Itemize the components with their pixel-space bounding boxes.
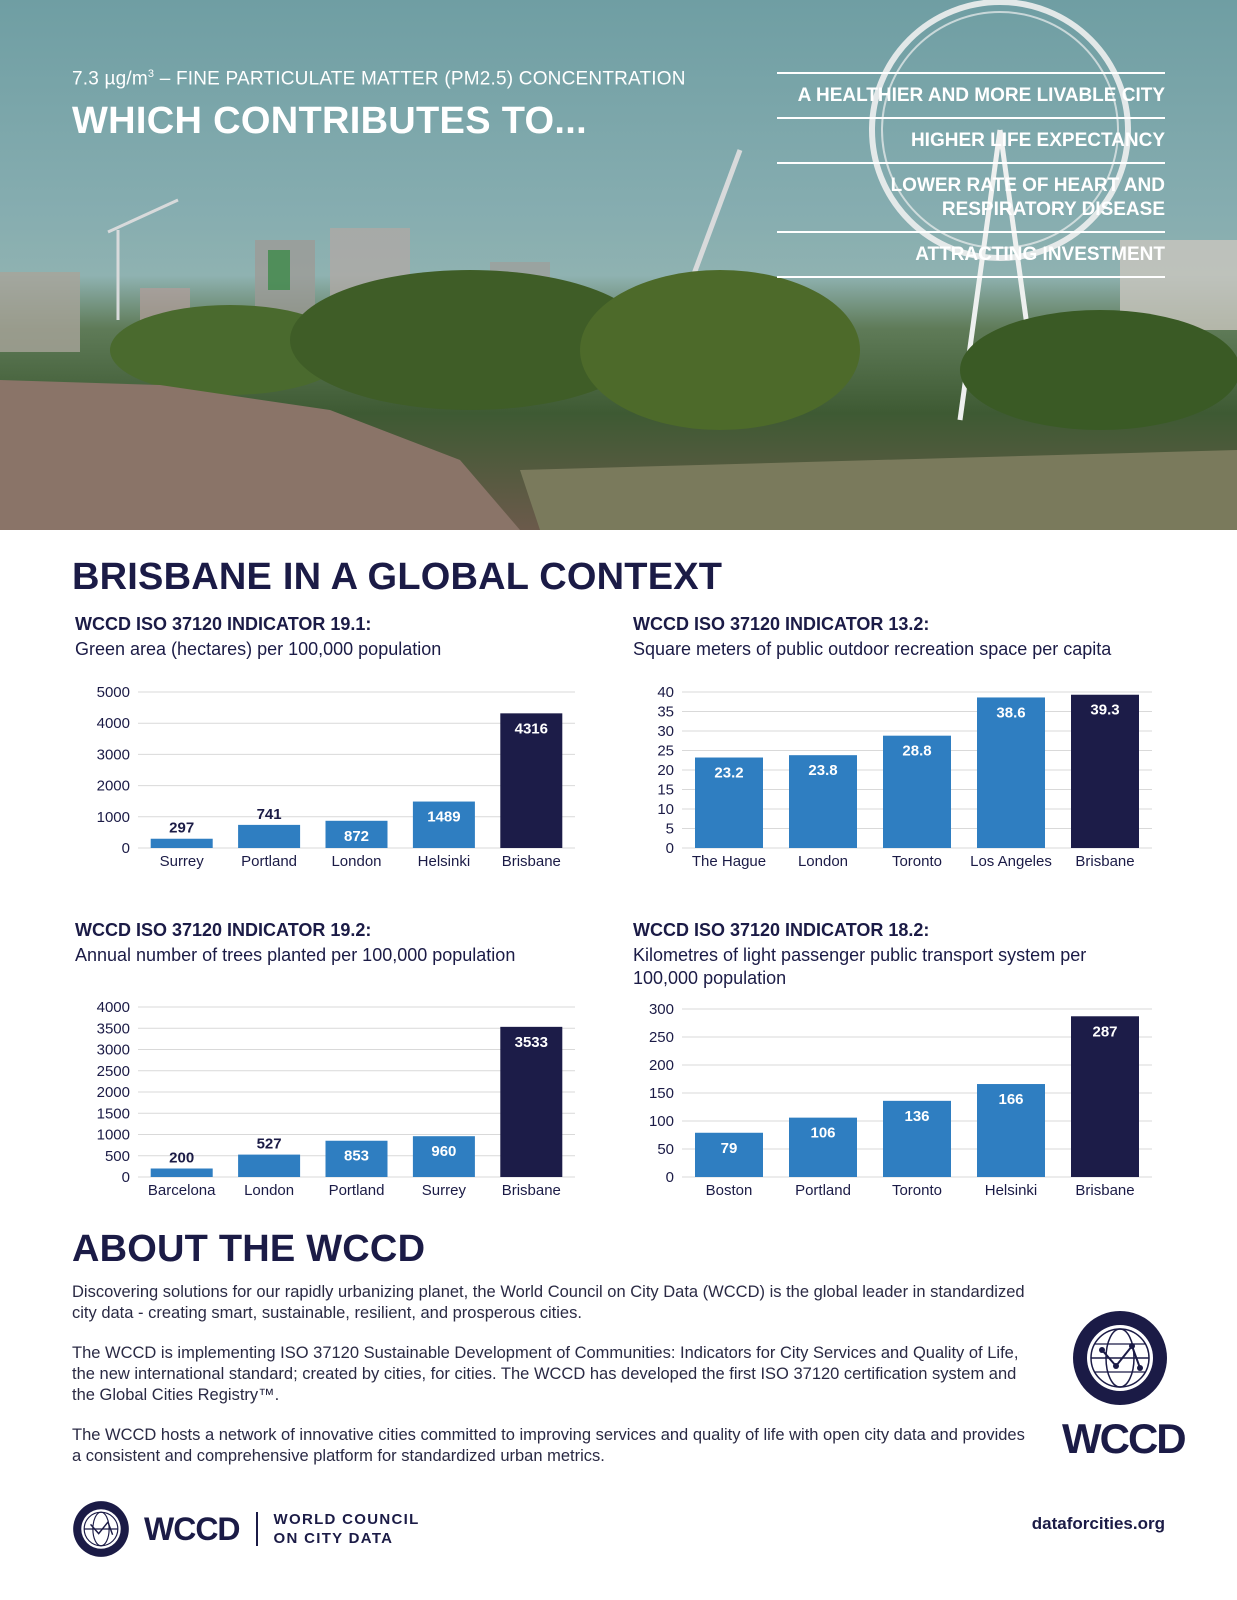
data-label: 853 — [343, 1147, 370, 1165]
y-tick-label: 4000 — [96, 715, 130, 733]
data-label: 23.8 — [808, 762, 838, 780]
benefit-item: ATTRACTING INVESTMENT — [777, 231, 1165, 278]
y-tick-label: 1000 — [96, 1126, 130, 1144]
y-tick-label: 20 — [657, 762, 674, 779]
x-category-label: Portland — [328, 1182, 385, 1199]
x-category-label: The Hague — [691, 853, 767, 870]
y-tick-label: 3500 — [96, 1020, 130, 1038]
indicator-13-2-header — [633, 614, 1111, 661]
y-tick-label: 10 — [657, 801, 674, 818]
x-category-label: Portland — [795, 1182, 851, 1199]
y-tick-label: 0 — [121, 1169, 130, 1186]
footer-wordmark: WCCD — [144, 1510, 240, 1547]
y-tick-label: 100 — [648, 1113, 674, 1130]
y-tick-label: 30 — [657, 723, 674, 740]
footer-name-line: ON CITY DATA — [273, 1530, 394, 1547]
x-category-label: Helsinki — [417, 853, 471, 870]
data-label: 960 — [431, 1143, 457, 1161]
bar-london — [238, 1155, 300, 1177]
y-tick-label: 1000 — [96, 808, 130, 826]
y-tick-label: 250 — [648, 1029, 674, 1046]
benefit-item: HIGHER LIFE EXPECTANCY — [777, 117, 1165, 162]
y-tick-label: 3000 — [96, 1041, 130, 1059]
y-tick-label: 150 — [648, 1085, 674, 1102]
about-paragraph: The WCCD is implementing ISO 37120 Sustainable Development of Communities: Indicators for City Services and Quality of Life, the new international standard; created by cities, for cities. The WCCD has developed the first ISO 37120 certification system and the Global Cities Registry™. — [72, 1344, 1019, 1404]
data-label: 872 — [343, 827, 370, 845]
light-transport-bar-chart — [640, 1001, 1170, 1201]
y-tick-label: 4000 — [96, 999, 130, 1016]
y-tick-label: 2000 — [96, 777, 130, 795]
footer-divider — [256, 1512, 258, 1546]
y-tick-label: 1500 — [96, 1105, 130, 1123]
green-area-bar-chart — [80, 684, 590, 890]
about-text — [72, 1282, 1032, 1486]
y-tick-label: 25 — [657, 742, 674, 760]
y-tick-label: 15 — [657, 781, 674, 799]
data-label: 527 — [256, 1135, 282, 1153]
indicator-description: Green area (hectares) per 100,000 population — [75, 639, 442, 659]
bar-surrey — [151, 839, 213, 848]
data-label: 136 — [904, 1107, 930, 1125]
data-label: 287 — [1092, 1023, 1118, 1041]
about-paragraph: Discovering solutions for our rapidly urbanizing planet, the World Council on City Data (WCCD) is the global leader in standardized city data - creating smart, sustainable, resilient, and prosperous cities. — [72, 1283, 1025, 1322]
about-paragraph: The WCCD hosts a network of innovative cities committed to improving services and quality of life with open city data and provides a consistent and comprehensive platform for standardized urban metrics. — [72, 1426, 1025, 1465]
bar-barcelona — [151, 1169, 213, 1178]
benefit-item: LOWER RATE OF HEART AND RESPIRATORY DISEASE — [777, 162, 1165, 231]
bar-portland — [238, 825, 300, 848]
data-label: 3533 — [514, 1033, 548, 1051]
x-category-label: Brisbane — [1075, 853, 1135, 870]
footer-name-line: WORLD COUNCIL — [273, 1511, 420, 1528]
data-label: 28.8 — [902, 742, 932, 760]
data-label: 4316 — [514, 720, 548, 738]
y-tick-label: 5000 — [96, 684, 130, 701]
wccd-logo — [1062, 1308, 1185, 1463]
x-category-label: Brisbane — [1075, 1182, 1135, 1199]
data-label: 79 — [720, 1139, 738, 1157]
x-category-label: Barcelona — [147, 1182, 216, 1199]
indicator-title: WCCD ISO 37120 INDICATOR 18.2: — [633, 920, 930, 940]
indicator-18-2-header — [633, 920, 1113, 990]
y-tick-label: 200 — [648, 1057, 674, 1074]
y-tick-label: 5 — [665, 820, 674, 838]
hero-title: WHICH CONTRIBUTES TO... — [72, 100, 587, 142]
data-label: 741 — [256, 805, 282, 823]
x-category-label: Brisbane — [501, 853, 561, 870]
hero-banner — [0, 0, 1237, 530]
data-label: 297 — [169, 819, 195, 837]
data-label: 1489 — [427, 808, 461, 826]
indicator-description: Square meters of public outdoor recreation space per capita — [633, 639, 1112, 659]
bar-brisbane — [1071, 1016, 1139, 1177]
benefits-list — [777, 72, 1165, 278]
y-tick-label: 40 — [657, 684, 674, 701]
data-label: 23.2 — [714, 764, 744, 782]
x-category-label: Brisbane — [501, 1182, 561, 1199]
x-category-label: Portland — [241, 853, 298, 870]
y-tick-label: 0 — [665, 1169, 674, 1186]
data-label: 39.3 — [1090, 701, 1120, 719]
y-tick-label: 2000 — [96, 1084, 130, 1101]
data-label: 166 — [998, 1091, 1024, 1109]
global-context-title: BRISBANE IN A GLOBAL CONTEXT — [72, 556, 723, 598]
data-label: 38.6 — [996, 704, 1026, 722]
indicator-19-1-header — [75, 614, 441, 661]
indicator-title: WCCD ISO 37120 INDICATOR 19.1: — [75, 614, 372, 634]
x-category-label: Surrey — [159, 853, 204, 870]
benefit-item: A HEALTHIER AND MORE LIVABLE CITY — [777, 72, 1165, 117]
y-tick-label: 0 — [665, 840, 674, 857]
x-category-label: Surrey — [421, 1182, 466, 1199]
y-tick-label: 35 — [657, 703, 674, 721]
logo-wordmark: WCCD — [1062, 1415, 1185, 1462]
indicator-title: WCCD ISO 37120 INDICATOR 13.2: — [633, 614, 930, 634]
recreation-space-bar-chart — [640, 684, 1170, 890]
x-category-label: Boston — [705, 1182, 753, 1199]
indicator-19-2-header — [75, 920, 515, 967]
about-title: ABOUT THE WCCD — [72, 1228, 426, 1270]
indicator-description: Kilometres of light passenger public transport system per 100,000 population — [633, 945, 1087, 988]
y-tick-label: 300 — [648, 1001, 674, 1018]
data-label: 200 — [169, 1149, 195, 1167]
indicator-description: Annual number of trees planted per 100,000 population — [75, 945, 516, 965]
website-link[interactable]: dataforcities.org — [1031, 1514, 1165, 1533]
data-label: 106 — [810, 1124, 836, 1142]
y-tick-label: 2500 — [96, 1062, 130, 1080]
footer-full-name — [274, 1510, 420, 1548]
y-tick-label: 3000 — [96, 746, 130, 764]
footer-brand — [72, 1500, 420, 1558]
y-tick-label: 50 — [657, 1141, 674, 1158]
globe-seal-icon — [72, 1500, 130, 1558]
x-category-label: London — [244, 1182, 295, 1199]
y-tick-label: 0 — [121, 840, 130, 857]
x-category-label: Toronto — [891, 853, 943, 870]
globe-seal-icon — [1070, 1308, 1170, 1408]
x-category-label: London — [331, 853, 382, 870]
x-category-label: Helsinki — [984, 1182, 1038, 1199]
indicator-title: WCCD ISO 37120 INDICATOR 19.2: — [75, 920, 372, 940]
y-tick-label: 500 — [104, 1147, 130, 1165]
x-category-label: Toronto — [891, 1182, 943, 1199]
x-category-label: London — [797, 853, 849, 870]
pm25-concentration-text: 7.3 $\mu g/m^3$ – FINE PARTICULATE MATTER (PM2.5) CONCENTRATION — [72, 68, 686, 90]
x-category-label: Los Angeles — [970, 853, 1052, 870]
trees-planted-bar-chart — [80, 1001, 590, 1201]
